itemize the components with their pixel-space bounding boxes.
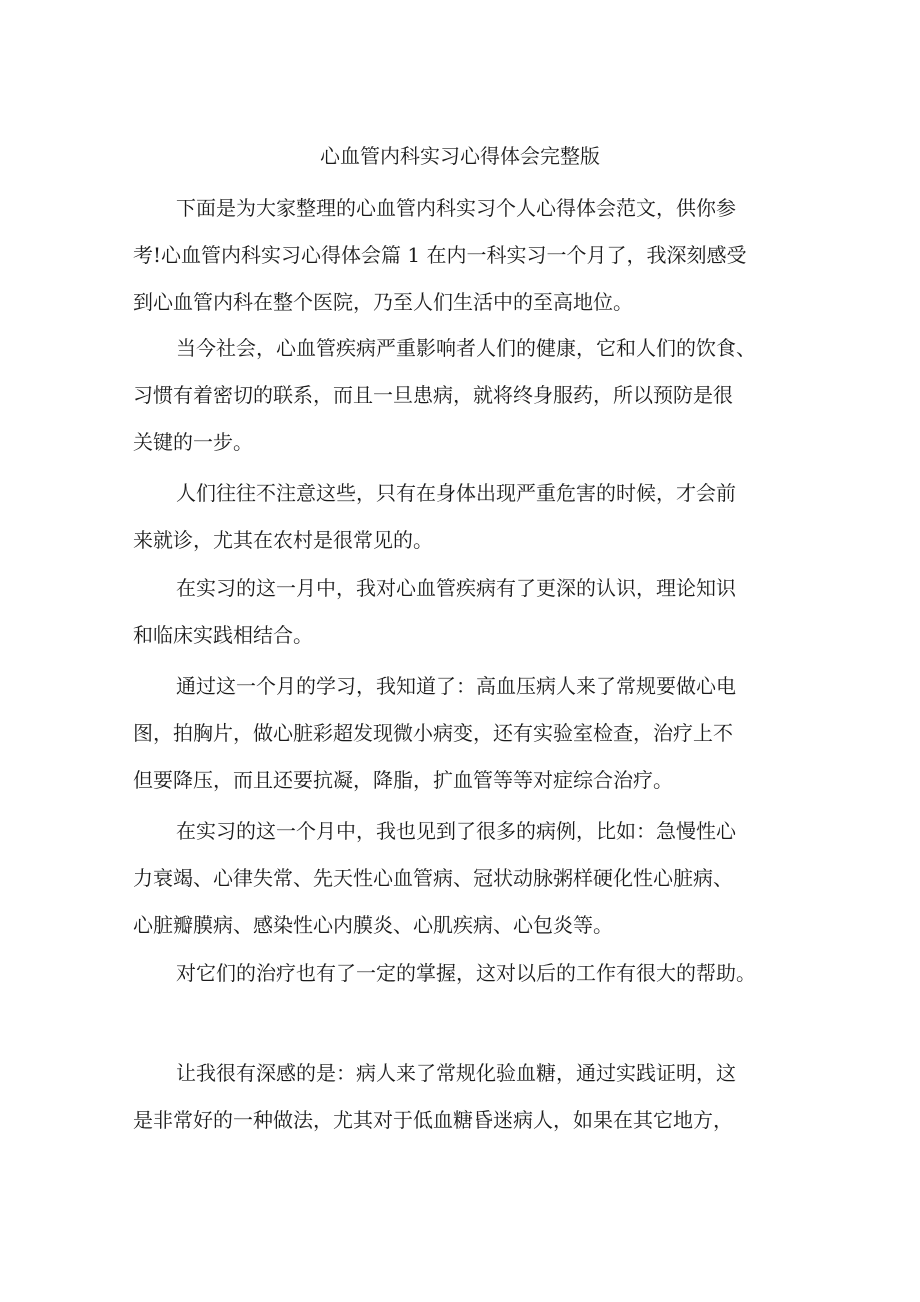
paragraph-line: 力衰竭、心律失常、先天性心血管病、冠状动脉粥样硬化性心脏病、 [133, 866, 733, 890]
paragraph-3 [133, 470, 793, 564]
paragraph-1 [133, 185, 793, 326]
paragraph-line: 人们往往不注意这些，只有在身体出现严重危害的时候，才会前 [176, 481, 736, 505]
paragraph-7 [133, 950, 793, 997]
paragraph-4 [133, 565, 793, 659]
paragraph-line: 通过这一个月的学习，我知道了：高血压病人来了常规要做心电 [176, 674, 736, 698]
paragraph-line: 在实习的这一个月中，我也见到了很多的病例，比如：急慢性心 [176, 819, 736, 843]
paragraph-8 [133, 1050, 793, 1144]
paragraph-line: 当今社会，心血管疾病严重影响者人们的健康，它和人们的饮食、 [176, 336, 756, 360]
paragraph-line: 考!心血管内科实习心得体会篇 1 在内一科实习一个月了，我深刻感受 [133, 243, 747, 267]
paragraph-line: 到心血管内科在整个医院，乃至人们生活中的至高地位。 [133, 290, 633, 314]
paragraph-line: 是非常好的一种做法，尤其对于低血糖昏迷病人，如果在其它地方， [133, 1108, 733, 1132]
paragraph-line: 对它们的治疗也有了一定的掌握，这对以后的工作有很大的帮助。 [176, 961, 756, 985]
paragraph-line: 但要降压，而且还要抗凝，降脂，扩血管等等对症综合治疗。 [133, 768, 673, 792]
paragraph-line: 来就诊，尤其在农村是很常见的。 [133, 528, 433, 552]
paragraph-line: 和临床实践相结合。 [133, 623, 313, 647]
paragraph-line: 心脏瓣膜病、感染性心内膜炎、心肌疾病、心包炎等。 [133, 913, 613, 937]
paragraph-2 [133, 325, 793, 466]
paragraph-line: 习惯有着密切的联系，而且一旦患病，就将终身服药，所以预防是很 [133, 383, 733, 407]
paragraph-5 [133, 663, 793, 804]
document-title: 心血管内科实习心得体会完整版 [320, 144, 600, 168]
paragraph-line: 关键的一步。 [133, 430, 253, 454]
paragraph-6 [133, 808, 793, 949]
paragraph-line: 在实习的这一月中，我对心血管疾病有了更深的认识，理论知识 [176, 576, 736, 600]
paragraph-line: 下面是为大家整理的心血管内科实习个人心得体会范文，供你参 [176, 196, 736, 220]
paragraph-line: 图，拍胸片，做心脏彩超发现微小病变，还有实验室检查，治疗上不 [133, 721, 733, 745]
paragraph-line: 让我很有深感的是：病人来了常规化验血糖，通过实践证明，这 [176, 1061, 736, 1085]
